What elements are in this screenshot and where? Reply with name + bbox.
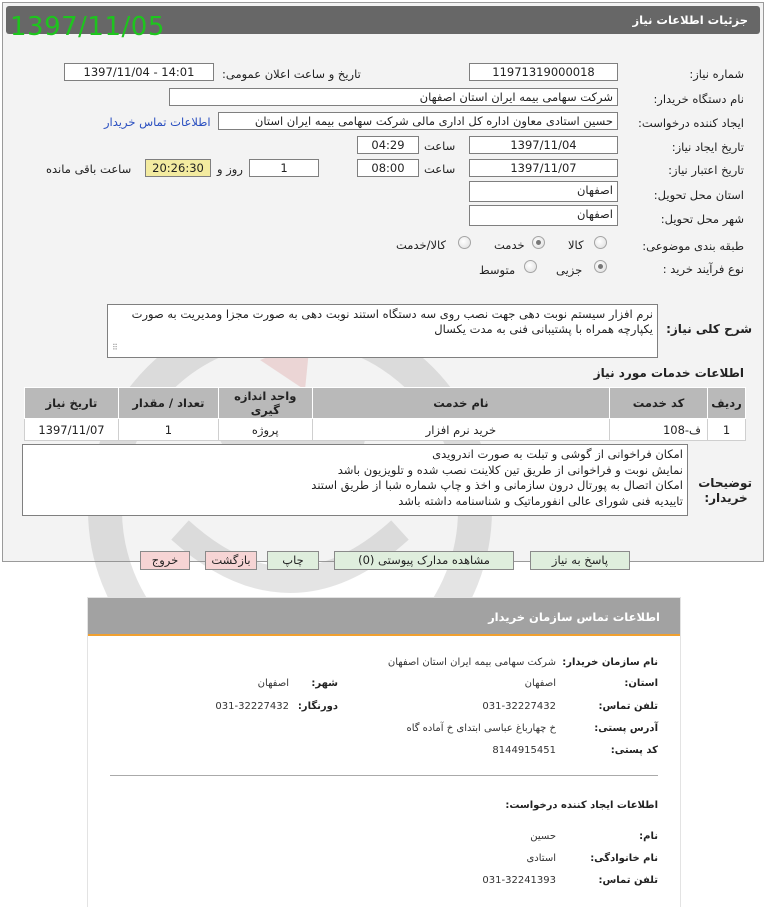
remaining-days-field: 1	[249, 159, 319, 177]
process-label: نوع فرآیند خرید :	[662, 262, 744, 276]
contact-divider	[110, 775, 658, 776]
creator-first-name-label: نام:	[639, 831, 658, 842]
validity-date-field: 1397/11/07	[469, 159, 618, 177]
page-title: جزئیات اطلاعات نیاز	[632, 13, 748, 27]
col-unit: واحد اندازه گیری	[218, 388, 312, 419]
creator-label: ایجاد کننده درخواست:	[638, 116, 744, 130]
created-date-label: تاریخ ایجاد نیاز:	[671, 140, 744, 154]
contact-province-value: اصفهان	[524, 678, 556, 689]
city-field: اصفهان	[469, 205, 618, 226]
creator-info-title: اطلاعات ایجاد کننده درخواست:	[505, 800, 658, 811]
contact-postal-value: 8144915451	[492, 745, 556, 756]
buyer-note-line: امکان فراخوانی از گوشی و تبلت به صورت اندرویدی	[432, 447, 683, 461]
contact-fax-label: دورنگار:	[297, 701, 338, 712]
city-label: شهر محل تحویل:	[660, 212, 744, 226]
remaining-time-field: 20:26:30	[145, 159, 211, 177]
contact-city-label: شهر:	[311, 678, 338, 689]
contact-city-value: اصفهان	[257, 678, 289, 689]
attachments-button[interactable]: مشاهده مدارک پیوستی (0)	[334, 551, 514, 570]
announce-label: تاریخ و ساعت اعلان عمومی:	[222, 67, 361, 81]
validity-time-label: ساعت	[424, 162, 456, 176]
buyer-note-line: تاییدیه فنی شورای عالی انفورماتیک و شناسنامه داشته باشد	[398, 493, 683, 508]
validity-label: تاریخ اعتبار نیاز:	[668, 163, 744, 177]
creator-phone-value: 031-32241393	[482, 875, 556, 886]
creator-first-name-value: حسین	[530, 831, 556, 842]
creator-last-name-label: نام خانوادگی:	[590, 853, 658, 864]
reply-button[interactable]: پاسخ به نیاز	[530, 551, 630, 570]
buyer-note-line: نمایش نوبت و فراخوانی از طریق تین کلاینت نصب شده و تلویزیون باشد	[337, 462, 683, 477]
col-row: ردیف	[707, 388, 745, 419]
category-goods-label: کالا	[568, 238, 584, 252]
print-button[interactable]: چاپ	[267, 551, 319, 570]
category-service-label: خدمت	[494, 238, 525, 252]
buyer-contact-link[interactable]: اطلاعات تماس خریدار	[104, 115, 211, 129]
cell-need-date: 1397/11/07	[25, 419, 119, 441]
summary-textarea[interactable]	[107, 304, 658, 358]
created-time-label: ساعت	[424, 139, 456, 153]
process-medium-radio[interactable]	[524, 260, 537, 273]
summary-text: نرم افزار سیستم نوبت دهی جهت نصب روی سه دستگاه استند نوبت دهی به صورت مجزا ومدیریت به صورت یکپارچه همراه با پشتیبانی فنی به مدت یکسال	[131, 307, 653, 336]
contact-fax-value: 031-32227432	[215, 701, 289, 712]
category-both-radio[interactable]	[458, 236, 471, 249]
days-label: روز و	[217, 162, 243, 176]
stamp-date: 1397/11/05	[10, 12, 165, 42]
col-service-code: کد خدمت	[610, 388, 708, 419]
category-label: طبقه بندی موضوعی:	[642, 239, 744, 253]
services-table	[24, 387, 746, 441]
process-minor-label: جزیی	[556, 263, 583, 277]
contact-org-label: نام سازمان خریدار:	[562, 657, 658, 668]
validity-time-field: 08:00	[357, 159, 419, 177]
contact-phone-value: 031-32227432	[482, 701, 556, 712]
cell-unit: پروژه	[218, 419, 312, 441]
contact-panel-header	[88, 598, 680, 636]
cell-quantity: 1	[118, 419, 218, 441]
contact-panel-title: اطلاعات تماس سازمان خریدار	[488, 610, 660, 624]
need-number-field: 11971319000018	[469, 63, 618, 81]
category-both-label: کالا/خدمت	[396, 238, 447, 252]
created-time-field: 04:29	[357, 136, 419, 154]
created-date-field: 1397/11/04	[469, 136, 618, 154]
cell-row: 1	[707, 419, 745, 441]
services-title: اطلاعات خدمات مورد نیاز	[593, 366, 744, 380]
province-field: اصفهان	[469, 181, 618, 202]
cell-service-name: خرید نرم افزار	[312, 419, 609, 441]
contact-address-label: آدرس پستی:	[594, 723, 658, 734]
cell-service-code: ف-108	[610, 419, 708, 441]
col-need-date: تاریخ نیاز	[25, 388, 119, 419]
category-goods-radio[interactable]	[594, 236, 607, 249]
resize-grip-icon[interactable]: ⠿	[112, 343, 118, 352]
creator-phone-label: تلفن تماس:	[598, 875, 658, 886]
contact-address-value: خ چهارباغ عباسی ابتدای خ آماده گاه	[406, 723, 556, 734]
back-button[interactable]: بازگشت	[205, 551, 257, 570]
buyer-notes-textarea[interactable]	[22, 444, 688, 516]
col-quantity: تعداد / مقدار	[118, 388, 218, 419]
province-label: استان محل تحویل:	[653, 188, 744, 202]
contact-postal-label: کد پستی:	[610, 745, 658, 756]
creator-field: حسین استادی معاون اداره کل اداری مالی شرکت سهامی بیمه ایران استان	[218, 112, 618, 130]
contact-province-label: استان:	[624, 678, 658, 689]
buyer-note-line: امکان اتصال به پورتال درون سازمانی و اخذ و چاپ شماره شبا از طریق استند	[311, 478, 683, 492]
contact-phone-label: تلفن تماس:	[598, 701, 658, 712]
process-minor-radio[interactable]	[594, 260, 607, 273]
category-service-radio[interactable]	[532, 236, 545, 249]
announce-field: 1397/11/04 - 14:01	[64, 63, 214, 81]
creator-last-name-value: استادی	[526, 853, 556, 864]
contact-org-value: شرکت سهامی بیمه ایران استان اصفهان	[387, 657, 556, 668]
buyer-notes-label: توضیحات خریدار:	[698, 476, 752, 505]
exit-button[interactable]: خروج	[140, 551, 190, 570]
process-medium-label: متوسط	[479, 263, 516, 277]
table-row	[25, 419, 746, 441]
buyer-org-field: شرکت سهامی بیمه ایران استان اصفهان	[169, 88, 618, 106]
remaining-label: ساعت باقی مانده	[46, 162, 132, 176]
col-service-name: نام خدمت	[312, 388, 609, 419]
buyer-org-label: نام دستگاه خریدار:	[653, 92, 744, 106]
summary-label: شرح کلی نیاز:	[666, 322, 752, 336]
need-number-label: شماره نیاز:	[689, 67, 744, 81]
